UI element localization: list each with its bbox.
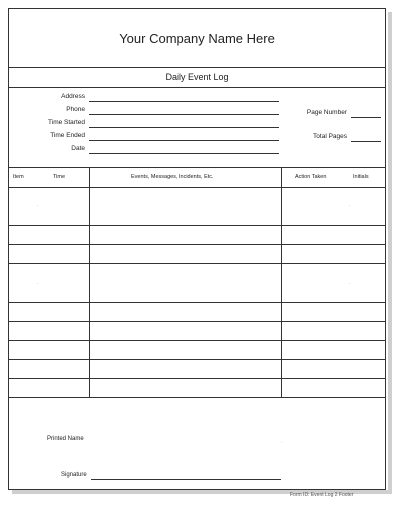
date-field[interactable] [71, 143, 279, 155]
table-row-divider [9, 321, 385, 322]
faint-dot-mark: · [37, 203, 39, 209]
faint-dot-mark: · [281, 440, 283, 446]
company-name: Your Company Name Here [119, 30, 275, 46]
total-pages-label: Total Pages [313, 133, 347, 140]
time-started-field[interactable] [48, 117, 279, 129]
header-action-taken: Action Taken [295, 174, 327, 180]
time-ended-field[interactable] [50, 130, 279, 142]
date-line[interactable] [89, 153, 279, 154]
phone-line[interactable] [89, 114, 279, 115]
signature-label: Signature [61, 472, 87, 478]
printed-name-label: Printed Name [47, 436, 84, 442]
time-ended-line[interactable] [89, 140, 279, 141]
form-sheet [8, 8, 386, 490]
time-started-label: Time Started [48, 119, 85, 126]
footer-form-id: Form ID: Event Log 2 Footer [290, 492, 354, 498]
table-row-divider [9, 302, 385, 303]
log-title-bar [9, 67, 385, 88]
page-number-label: Page Number [306, 109, 347, 116]
total-pages-field[interactable] [313, 131, 381, 143]
faint-dot-mark: · [349, 203, 351, 209]
header-time: Time [53, 174, 66, 180]
address-label: Address [61, 93, 85, 100]
header-events: Events, Messages, Incidents, Etc. [131, 174, 214, 180]
header-initials: Initials [353, 174, 369, 180]
address-line[interactable] [89, 101, 279, 102]
company-name-header [9, 9, 385, 68]
table-row-divider [9, 359, 385, 360]
page-shadow-right [388, 12, 392, 492]
log-title: Daily Event Log [165, 72, 229, 82]
table-row-divider [9, 244, 385, 245]
column-divider-time-events [89, 167, 90, 397]
faint-dot-mark: · [349, 281, 351, 287]
info-section [9, 87, 385, 168]
time-ended-label: Time Ended [50, 132, 85, 139]
table-row-divider [9, 225, 385, 226]
table-header [9, 167, 385, 188]
table-row-divider [9, 263, 385, 264]
phone-field[interactable] [66, 104, 279, 116]
header-item: Item [13, 174, 24, 180]
date-label: Date [71, 145, 85, 152]
table-row-divider [9, 378, 385, 379]
printed-name-line[interactable] [91, 444, 281, 445]
column-divider-events-action [281, 167, 282, 397]
address-field[interactable] [61, 91, 279, 103]
table-row-divider [9, 340, 385, 341]
signature-line[interactable] [91, 479, 281, 480]
time-started-line[interactable] [89, 127, 279, 128]
page-number-line[interactable] [351, 117, 381, 118]
total-pages-line[interactable] [351, 141, 381, 142]
signature-section [9, 398, 385, 491]
page-number-field[interactable] [306, 107, 381, 119]
phone-label: Phone [66, 106, 85, 113]
faint-dot-mark: · [37, 281, 39, 287]
